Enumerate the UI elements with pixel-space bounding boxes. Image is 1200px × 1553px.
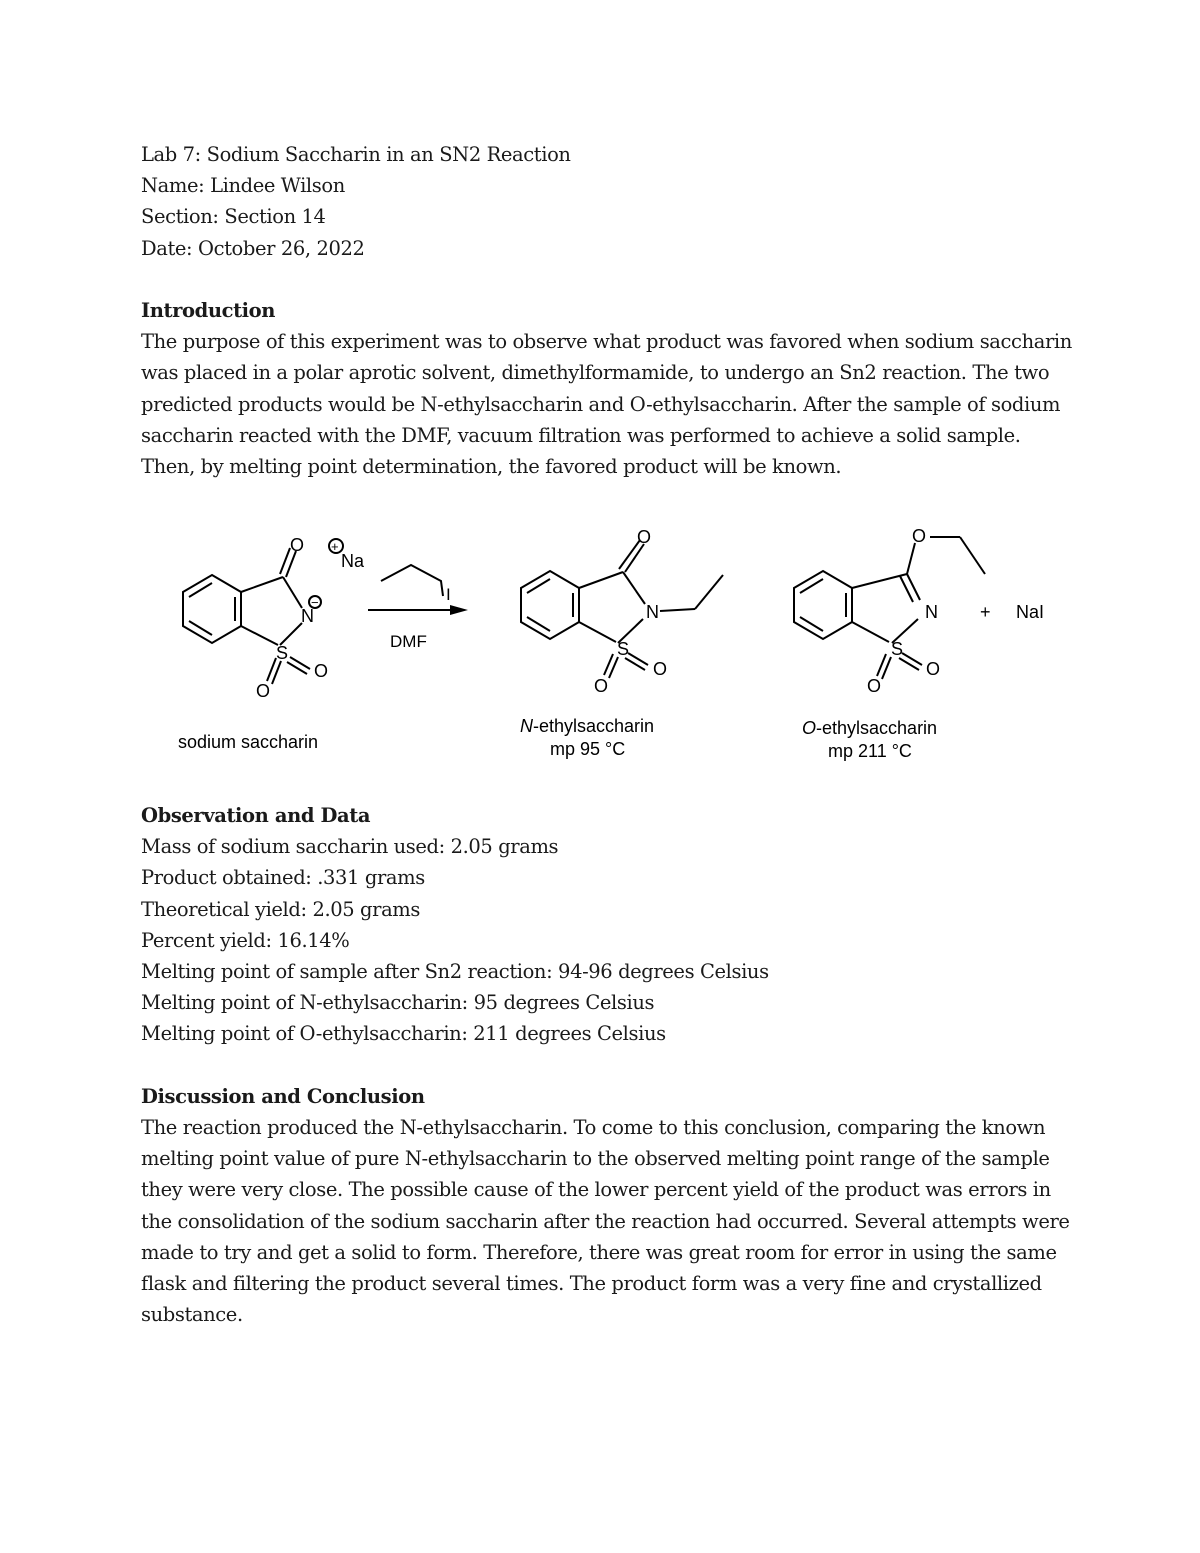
reactant-name-label: sodium saccharin [178, 732, 319, 752]
product2-suffix: -ethylsaccharin [816, 718, 938, 738]
introduction-heading: Introduction [141, 299, 276, 322]
spacer [141, 264, 1071, 295]
data-line: Melting point of N-ethylsaccharin: 95 degrees Celsius [141, 991, 655, 1015]
atom-o-label: O [653, 659, 668, 679]
section-label: Section: Section 14 [141, 205, 326, 229]
paragraph-line: The reaction produced the N-ethylsaccharin. To come to this conclusion, comparing the known [141, 1116, 1046, 1140]
data-line: Mass of sodium saccharin used: 2.05 grams [141, 835, 559, 859]
paragraph-line: they were very close. The possible cause of the lower percent yield of the product was errors in [141, 1178, 1051, 1202]
data-line: Theoretical yield: 2.05 grams [141, 897, 420, 921]
atom-o-label: O [637, 527, 652, 547]
author-name: Name: Lindee Wilson [141, 174, 345, 198]
atom-o-label: O [256, 681, 271, 701]
product1-name-label [520, 716, 654, 736]
reaction-scheme-drawing [150, 515, 1070, 780]
product1-suffix: -ethylsaccharin [533, 716, 655, 736]
product2-benzene-ring [794, 571, 852, 639]
paragraph-line: Then, by melting point determination, the favored product will be known. [141, 455, 842, 479]
product2-prefix: O [802, 718, 817, 738]
iodide-label: I [446, 585, 451, 604]
plus-sign: + [980, 602, 991, 622]
atom-s-label: S [891, 639, 904, 659]
product2-name-label [802, 718, 937, 738]
discussion-paragraph [141, 1112, 1071, 1330]
atom-o-label: O [594, 676, 609, 696]
discussion-heading: Discussion and Conclusion [141, 1084, 425, 1108]
reactant-benzene-ring [183, 575, 241, 643]
atom-o-label: O [912, 526, 927, 546]
byproduct-label: NaI [1016, 602, 1045, 622]
paragraph-line: the consolidation of the sodium saccharin after the reaction had occurred. Several attempts were [141, 1209, 1070, 1233]
reactant-carbonyl-bond [241, 577, 283, 592]
paragraph-line: predicted products would be N-ethylsaccharin and O-ethylsaccharin. After the sample of sodium [141, 392, 1061, 416]
document-title: Lab 7: Sodium Saccharin in an SN2 Reaction [141, 143, 571, 166]
arrow-head [450, 605, 468, 615]
atom-n-label: N [646, 602, 659, 622]
atom-n-label: N [301, 606, 314, 626]
atom-n-label: N [925, 602, 938, 622]
introduction-paragraph [141, 326, 1071, 482]
lower-sections [141, 800, 1071, 1330]
sodium-plus-sign: + [331, 539, 339, 554]
paragraph-line: saccharin reacted with the DMF, vacuum filtration was performed to achieve a solid sample. [141, 423, 1021, 447]
observation-heading: Observation and Data [141, 804, 371, 827]
product2-mp-label: mp 211 °C [828, 741, 912, 761]
atom-o-label: O [290, 535, 305, 555]
data-line: Product obtained: .331 grams [141, 866, 425, 890]
nitrogen-minus-sign: − [311, 595, 319, 610]
paragraph-line: melting point value of pure N-ethylsaccharin to the observed melting point range of the sample [141, 1147, 1050, 1171]
atom-s-label: S [276, 643, 289, 663]
atom-o-label: O [867, 676, 882, 696]
atom-o-label: O [314, 661, 329, 681]
paragraph-line: The purpose of this experiment was to observe what product was favored when sodium saccharin [141, 330, 1072, 354]
atom-o-label: O [926, 659, 941, 679]
data-line: Melting point of O-ethylsaccharin: 211 degrees Celsius [141, 1022, 666, 1046]
product1-mp-label: mp 95 °C [550, 739, 626, 759]
reagent-label: DMF [390, 632, 427, 651]
paragraph-line: made to try and get a solid to form. Therefore, there was great room for error in using the same [141, 1240, 1057, 1264]
document-page [141, 139, 1071, 482]
spacer [141, 1050, 1071, 1081]
paragraph-line: substance. [141, 1303, 243, 1327]
product1-benzene-ring [521, 571, 579, 639]
reaction-scheme [150, 515, 1070, 780]
paragraph-line: was placed in a polar aprotic solvent, dimethylformamide, to undergo an Sn2 reaction. The two [141, 361, 1050, 385]
sodium-label: Na [341, 551, 365, 571]
data-line: Melting point of sample after Sn2 reaction: 94-96 degrees Celsius [141, 960, 769, 984]
date-label: Date: October 26, 2022 [141, 236, 365, 260]
paragraph-line: flask and filtering the product several times. The product form was a very fine and crystallized [141, 1272, 1042, 1296]
product1-prefix: N [520, 716, 533, 736]
data-line: Percent yield: 16.14% [141, 928, 350, 952]
atom-s-label: S [617, 639, 630, 659]
